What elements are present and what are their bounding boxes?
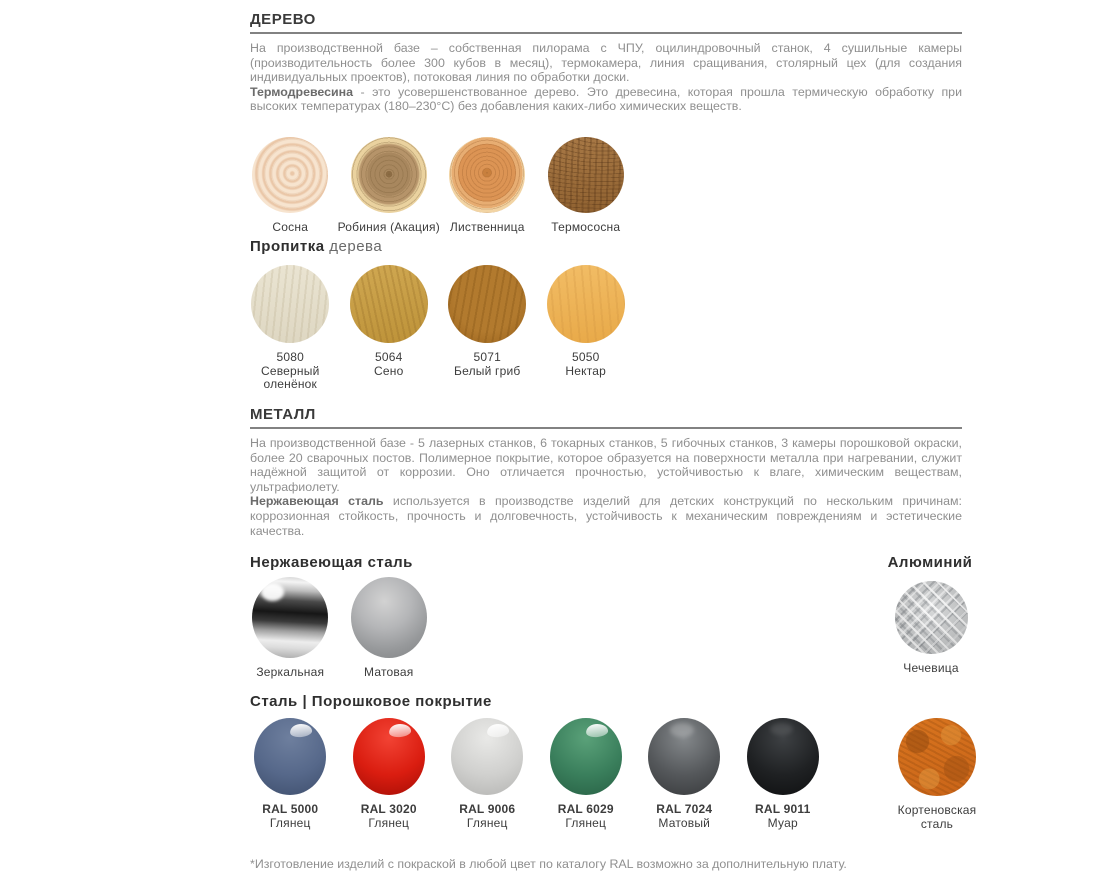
impregnation-code: 5050 — [572, 350, 600, 365]
impregnation-swatch-5080 — [251, 265, 329, 343]
powder-ral9011 — [734, 718, 833, 831]
powder-swatch-ral7024 — [648, 718, 720, 795]
wood-swatch-label: Лиственница — [449, 219, 525, 234]
wood-species-robinia — [337, 137, 440, 235]
wood-species-listvennitsa — [438, 137, 537, 235]
stainless-mirror — [241, 577, 340, 681]
wood-swatch-termososna — [548, 137, 624, 213]
wood-section-title: ДЕРЕВО — [250, 11, 316, 28]
stainless-lead: Нержавеющая сталь — [250, 494, 384, 509]
powder-finish: Глянец — [269, 815, 311, 830]
impregnation-5064 — [340, 265, 439, 392]
wood-swatch-robinia — [351, 137, 427, 213]
wood-swatch-sosna — [252, 137, 328, 213]
wood-thermo-paragraph — [250, 85, 962, 114]
stainless-row — [241, 577, 962, 681]
ral-footnote: *Изготовление изделий с покраской в любой цвет по каталогу RAL возможно за дополнительную плату. — [250, 857, 847, 872]
powder-finish: Муар — [767, 815, 798, 830]
powder-title: Сталь | Порошковое покрытие — [250, 693, 492, 711]
stainless-title: Нержавеющая сталь — [250, 554, 413, 572]
impregnation-name: Белый гриб — [454, 363, 521, 378]
wood-species-row — [241, 137, 962, 235]
powder-ral3020 — [340, 718, 439, 831]
impregnation-code: 5064 — [375, 350, 403, 365]
impregnation-5050 — [537, 265, 636, 392]
wood-species-sosna — [241, 137, 340, 235]
powder-swatch-ral5000 — [254, 718, 326, 795]
powder-finish: Матовый — [658, 815, 711, 830]
powder-code: RAL 6029 — [557, 802, 614, 817]
powder-swatch-ral9006 — [451, 718, 523, 795]
wood-species-termososna — [537, 137, 636, 235]
wood-intro-paragraph: На производственной базе – собственная пилорама с ЧПУ, оцилиндровочный станок, 4 сушильные камеры (производительность более 300 кубов в месяц), термокамера, линия сращивания, столярный цех (для создания индивидуальных проектов), потоковая линия по обработки доски. — [250, 41, 962, 85]
impregnation-5080 — [241, 265, 340, 392]
impregnation-5071 — [438, 265, 537, 392]
metal-section-divider — [250, 427, 962, 429]
stainless-swatch-matte — [351, 577, 427, 658]
powder-code: RAL 3020 — [360, 802, 417, 817]
impregnation-name: Северный оленёнок — [261, 363, 320, 392]
stainless-text: используется в производстве изделий для детских конструкций по нескольким причинам: коррозионная стойкость, прочность и долговечность, устойчивость к механическим повреждениям и эстетические качества. — [250, 494, 962, 538]
metal-intro-paragraph: На производственной базе - 5 лазерных станков, 6 токарных станков, 5 гибочных станков, 3 камеры порошковой окраски, более 20 сварочных постов. Полимерное покрытие, которое образуется на поверхности металла при нагревании, служит надёжной защитой от коррозии. Оно отличается прочностью, устойчивостью к влаге, химическим веществам, ультрафиолету. — [250, 435, 962, 494]
thermo-lead: Термодревесина — [250, 84, 354, 99]
aluminum-swatch-lentil — [895, 581, 968, 654]
impregnation-title — [250, 239, 962, 254]
corten-label: Кортеновская сталь — [897, 803, 977, 831]
thermo-text: - это усовершенствованное дерево. Это древесина, которая прошла термическую обработку при высоких температурах (180–230°С) без добавления каких-либо химических веществ. — [250, 84, 962, 114]
powder-finish: Глянец — [565, 815, 607, 830]
powder-swatch-ral3020 — [353, 718, 425, 795]
aluminum-title: Алюминий — [887, 554, 973, 572]
aluminum-column — [885, 581, 977, 676]
powder-ral9006 — [438, 718, 537, 831]
impregnation-code: 5080 — [276, 350, 304, 365]
impregnation-swatch-5064 — [350, 265, 428, 343]
powder-code: RAL 7024 — [656, 802, 713, 817]
metal-stainless-paragraph — [250, 494, 962, 538]
powder-swatch-ral6029 — [550, 718, 622, 795]
page-content — [250, 0, 977, 879]
powder-code: RAL 9006 — [459, 802, 516, 817]
powder-finish: Глянец — [466, 815, 508, 830]
stainless-swatch-label: Матовая — [364, 665, 414, 680]
wood-swatch-listvennitsa — [449, 137, 525, 213]
powder-ral7024 — [635, 718, 734, 831]
impregnation-swatch-5071 — [448, 265, 526, 343]
powder-ral5000 — [241, 718, 340, 831]
powder-row — [241, 718, 977, 831]
metal-section-title: МЕТАЛЛ — [250, 405, 316, 423]
powder-ral6029 — [537, 718, 636, 831]
impregnation-name: Нектар — [565, 363, 607, 378]
wood-swatch-label: Термососна — [551, 219, 621, 234]
aluminum-swatch-label: Чечевица — [903, 661, 959, 676]
corten-swatch — [898, 718, 976, 796]
wood-swatch-label: Робиния (Акация) — [337, 219, 440, 234]
impregnation-swatch-5050 — [547, 265, 625, 343]
impregnation-name: Сено — [374, 363, 404, 378]
powder-swatch-ral9011 — [747, 718, 819, 795]
wood-swatch-label: Сосна — [272, 219, 309, 234]
impregnation-title-sub: дерева — [324, 238, 383, 256]
stainless-swatch-label: Зеркальная — [256, 665, 325, 680]
stainless-swatch-mirror — [252, 577, 328, 658]
powder-code: RAL 9011 — [755, 802, 811, 817]
impregnation-title-main: Пропитка — [250, 238, 325, 256]
impregnation-code: 5071 — [473, 350, 501, 365]
powder-code: RAL 5000 — [262, 802, 319, 817]
wood-section-divider — [250, 32, 962, 34]
stainless-header-row — [250, 554, 973, 572]
stainless-matte — [340, 577, 439, 681]
powder-finish: Глянец — [368, 815, 410, 830]
corten-column — [887, 718, 987, 831]
impregnation-row — [241, 265, 962, 392]
